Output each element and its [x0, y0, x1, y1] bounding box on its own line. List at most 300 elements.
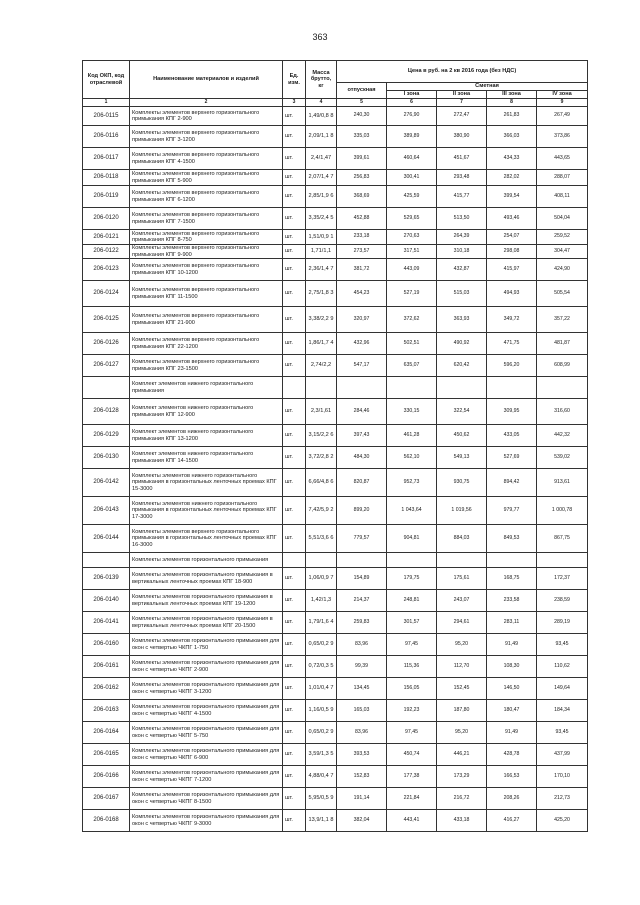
- cell-code: 206-0164: [83, 722, 130, 744]
- cell-name: Комплекты элементов горизонтального примыкания в вертикальных ленточных проемах КПГ 18-900: [130, 568, 283, 590]
- cell-price-release: 320,97: [337, 307, 387, 333]
- cell-unit: шт.: [283, 425, 306, 447]
- cell-price-zone-1: 443,41: [387, 810, 437, 832]
- cell-price-release: 259,83: [337, 612, 387, 634]
- cell-name: Комплекты элементов верхнего горизонтального примыкания КПГ 7-1500: [130, 208, 283, 230]
- cell-price-zone-4: 1 000,78: [537, 497, 588, 525]
- cell-mass: 1,49/0,8 8: [306, 107, 337, 126]
- cell-name: Комплекты элементов верхнего горизонтального примыкания КПГ 5-900: [130, 170, 283, 186]
- cell-price-zone-2: 264,39: [437, 230, 487, 245]
- cell-name: Комплекты элементов верхнего горизонтального примыкания КПГ 8-750: [130, 230, 283, 245]
- cell-empty: [537, 377, 588, 399]
- cell-price-zone-4: 357,22: [537, 307, 588, 333]
- cell-price-zone-4: 505,54: [537, 281, 588, 307]
- cell-mass: 6,66/4,8 6: [306, 469, 337, 497]
- header-mass: Масса брутто, кг: [306, 61, 337, 99]
- cell-code: 206-0127: [83, 355, 130, 377]
- cell-price-release: 335,03: [337, 126, 387, 148]
- cell-price-zone-1: 460,64: [387, 148, 437, 170]
- cell-price-zone-1: 248,81: [387, 590, 437, 612]
- table-row: [83, 355, 588, 377]
- cell-unit: шт.: [283, 700, 306, 722]
- table-row: [83, 634, 588, 656]
- table-row: [83, 788, 588, 810]
- cell-price-release: 284,46: [337, 399, 387, 425]
- cell-empty: [337, 377, 387, 399]
- cell-section-name: Комплект элементов нижнего горизонтального примыкания: [130, 377, 283, 399]
- cell-mass: 0,65/0,2 9: [306, 634, 337, 656]
- cell-price-zone-1: 179,75: [387, 568, 437, 590]
- cell-price-zone-1: 177,38: [387, 766, 437, 788]
- header-unit: Ед. изм.: [283, 61, 306, 99]
- column-number: 7: [437, 99, 487, 107]
- cell-price-zone-4: 608,99: [537, 355, 588, 377]
- cell-empty: [283, 553, 306, 568]
- cell-empty: [487, 553, 537, 568]
- column-number: 8: [487, 99, 537, 107]
- cell-price-zone-1: 389,89: [387, 126, 437, 148]
- cell-price-zone-2: 884,03: [437, 525, 487, 553]
- cell-price-release: 393,53: [337, 744, 387, 766]
- cell-unit: шт.: [283, 399, 306, 425]
- cell-mass: 2,36/1,4 7: [306, 259, 337, 281]
- cell-code: 206-0144: [83, 525, 130, 553]
- cell-mass: 3,35/2,4 5: [306, 208, 337, 230]
- cell-empty: [387, 377, 437, 399]
- cell-name: Комплекты элементов горизонтального примыкания для окон с четвертью ЧКПГ 4-1500: [130, 700, 283, 722]
- table-body: [83, 107, 588, 832]
- cell-price-zone-1: 221,84: [387, 788, 437, 810]
- cell-code: 206-0139: [83, 568, 130, 590]
- cell-empty: [537, 553, 588, 568]
- cell-code: 206-0123: [83, 259, 130, 281]
- cell-price-zone-3: 282,02: [487, 170, 537, 186]
- cell-unit: шт.: [283, 307, 306, 333]
- cell-price-zone-3: 415,97: [487, 259, 537, 281]
- cell-price-zone-2: 187,80: [437, 700, 487, 722]
- cell-price-zone-4: 913,61: [537, 469, 588, 497]
- cell-unit: шт.: [283, 126, 306, 148]
- cell-price-zone-4: 304,47: [537, 245, 588, 259]
- cell-code: 206-0143: [83, 497, 130, 525]
- cell-price-zone-4: 172,37: [537, 568, 588, 590]
- cell-price-zone-4: 212,73: [537, 788, 588, 810]
- cell-code: 206-0122: [83, 245, 130, 259]
- cell-unit: шт.: [283, 568, 306, 590]
- cell-name: Комплекты элементов верхнего горизонтального примыкания КПГ 2-900: [130, 107, 283, 126]
- cell-price-zone-2: 216,72: [437, 788, 487, 810]
- column-number: 9: [537, 99, 588, 107]
- cell-empty: [306, 377, 337, 399]
- cell-price-zone-2: 1 019,56: [437, 497, 487, 525]
- cell-price-release: 382,04: [337, 810, 387, 832]
- cell-price-zone-4: 288,07: [537, 170, 588, 186]
- cell-price-release: 152,83: [337, 766, 387, 788]
- cell-code: 206-0130: [83, 447, 130, 469]
- cell-price-zone-4: 442,32: [537, 425, 588, 447]
- cell-price-zone-4: 93,45: [537, 634, 588, 656]
- cell-price-zone-4: 425,20: [537, 810, 588, 832]
- header-zone-4: IV зона: [537, 91, 588, 99]
- cell-mass: 0,65/0,2 9: [306, 722, 337, 744]
- cell-price-release: 547,17: [337, 355, 387, 377]
- header-zone-2: II зона: [437, 91, 487, 99]
- cell-price-zone-4: 289,19: [537, 612, 588, 634]
- cell-price-zone-4: 110,62: [537, 656, 588, 678]
- cell-mass: 2,85/1,9 6: [306, 186, 337, 208]
- cell-mass: 5,95/0,5 9: [306, 788, 337, 810]
- cell-price-release: 397,43: [337, 425, 387, 447]
- cell-price-zone-4: 437,99: [537, 744, 588, 766]
- cell-price-zone-1: 461,28: [387, 425, 437, 447]
- table-header: [83, 61, 588, 107]
- header-price-title: Цена в руб. на 2 кв 2016 года (без НДС): [337, 61, 588, 83]
- cell-price-zone-2: 152,45: [437, 678, 487, 700]
- column-number-row: [83, 99, 588, 107]
- cell-price-release: 134,45: [337, 678, 387, 700]
- cell-price-release: 368,69: [337, 186, 387, 208]
- cell-price-zone-3: 428,78: [487, 744, 537, 766]
- cell-code: 206-0128: [83, 399, 130, 425]
- table-row: [83, 678, 588, 700]
- cell-price-zone-3: 894,42: [487, 469, 537, 497]
- cell-price-zone-3: 180,47: [487, 700, 537, 722]
- cell-price-release: 452,88: [337, 208, 387, 230]
- table-row: [83, 208, 588, 230]
- cell-price-zone-2: 363,93: [437, 307, 487, 333]
- cell-price-zone-1: 450,74: [387, 744, 437, 766]
- cell-price-release: 240,30: [337, 107, 387, 126]
- cell-price-zone-3: 298,08: [487, 245, 537, 259]
- cell-price-zone-4: 408,11: [537, 186, 588, 208]
- table-row: [83, 148, 588, 170]
- cell-unit: шт.: [283, 259, 306, 281]
- cell-price-zone-3: 91,49: [487, 634, 537, 656]
- cell-price-zone-4: 316,60: [537, 399, 588, 425]
- cell-price-zone-4: 170,10: [537, 766, 588, 788]
- cell-name: Комплекты элементов горизонтального примыкания для окон с четвертью ЧКПГ 3-1200: [130, 678, 283, 700]
- cell-code: 206-0163: [83, 700, 130, 722]
- header-estimate: Сметная: [387, 83, 588, 91]
- table-row: [83, 447, 588, 469]
- cell-code: 206-0160: [83, 634, 130, 656]
- cell-empty: [487, 377, 537, 399]
- header-zone-3: III зона: [487, 91, 537, 99]
- cell-unit: шт.: [283, 497, 306, 525]
- cell-price-release: 154,89: [337, 568, 387, 590]
- cell-code: 206-0166: [83, 766, 130, 788]
- cell-name: Комплекты элементов горизонтального примыкания для окон с четвертью ЧКПГ 6-900: [130, 744, 283, 766]
- cell-unit: шт.: [283, 590, 306, 612]
- cell-price-zone-1: 635,07: [387, 355, 437, 377]
- cell-price-release: 820,87: [337, 469, 387, 497]
- cell-price-zone-2: 310,18: [437, 245, 487, 259]
- cell-price-zone-1: 562,10: [387, 447, 437, 469]
- cell-price-zone-3: 493,46: [487, 208, 537, 230]
- cell-price-release: 899,20: [337, 497, 387, 525]
- cell-price-zone-2: 175,61: [437, 568, 487, 590]
- cell-price-zone-2: 620,42: [437, 355, 487, 377]
- cell-unit: шт.: [283, 656, 306, 678]
- cell-unit: шт.: [283, 634, 306, 656]
- table-row: [83, 656, 588, 678]
- table-row: [83, 568, 588, 590]
- cell-price-zone-3: 91,49: [487, 722, 537, 744]
- cell-price-zone-2: 415,77: [437, 186, 487, 208]
- cell-price-zone-3: 399,54: [487, 186, 537, 208]
- cell-name: Комплекты элементов верхнего горизонтального примыкания в горизонтальных ленточных проемах КПГ 16-3000: [130, 525, 283, 553]
- cell-price-zone-3: 233,58: [487, 590, 537, 612]
- cell-unit: шт.: [283, 170, 306, 186]
- cell-price-zone-1: 300,41: [387, 170, 437, 186]
- cell-mass: 7,42/5,9 2: [306, 497, 337, 525]
- cell-code: 206-0115: [83, 107, 130, 126]
- cell-name: Комплекты элементов верхнего горизонтального примыкания КПГ 4-1500: [130, 148, 283, 170]
- cell-price-zone-3: 208,26: [487, 788, 537, 810]
- cell-price-zone-4: 267,49: [537, 107, 588, 126]
- cell-price-zone-2: 95,20: [437, 634, 487, 656]
- cell-price-zone-4: 184,34: [537, 700, 588, 722]
- cell-code: 206-0161: [83, 656, 130, 678]
- header-code: Код ОКП, код отраслевой: [83, 61, 130, 99]
- cell-price-zone-2: 513,50: [437, 208, 487, 230]
- cell-code: 206-0119: [83, 186, 130, 208]
- cell-price-zone-2: 490,92: [437, 333, 487, 355]
- table-row: [83, 245, 588, 259]
- cell-price-zone-1: 270,63: [387, 230, 437, 245]
- cell-unit: шт.: [283, 245, 306, 259]
- cell-unit: шт.: [283, 469, 306, 497]
- cell-price-zone-1: 115,36: [387, 656, 437, 678]
- cell-price-zone-3: 494,93: [487, 281, 537, 307]
- cell-name: Комплекты элементов горизонтального примыкания для окон с четвертью ЧКПГ 1-750: [130, 634, 283, 656]
- cell-name: Комплект элементов нижнего горизонтального примыкания КПГ 12-900: [130, 399, 283, 425]
- cell-name: Комплекты элементов верхнего горизонтального примыкания КПГ 3-1200: [130, 126, 283, 148]
- cell-name: Комплекты элементов верхнего горизонтального примыкания КПГ 22-1200: [130, 333, 283, 355]
- cell-price-release: 779,57: [337, 525, 387, 553]
- table-row: [83, 525, 588, 553]
- cell-price-zone-4: 93,45: [537, 722, 588, 744]
- cell-price-zone-1: 372,62: [387, 307, 437, 333]
- cell-name: Комплекты элементов нижнего горизонтального примыкания в горизонтальных ленточных проемах КПГ 15-3000: [130, 469, 283, 497]
- cell-name: Комплекты элементов горизонтального примыкания в вертикальных ленточных проемах КПГ 20-1500: [130, 612, 283, 634]
- table-row: [83, 126, 588, 148]
- cell-price-zone-2: 446,21: [437, 744, 487, 766]
- cell-unit: шт.: [283, 810, 306, 832]
- cell-price-zone-4: 481,87: [537, 333, 588, 355]
- cell-price-zone-3: 254,07: [487, 230, 537, 245]
- cell-code: 206-0168: [83, 810, 130, 832]
- cell-price-zone-2: 293,48: [437, 170, 487, 186]
- cell-code: 206-0116: [83, 126, 130, 148]
- cell-price-zone-3: 434,33: [487, 148, 537, 170]
- cell-unit: шт.: [283, 148, 306, 170]
- column-number: 4: [306, 99, 337, 107]
- cell-unit: шт.: [283, 744, 306, 766]
- cell-name: Комплект элементов нижнего горизонтального примыкания КПГ 13-1200: [130, 425, 283, 447]
- cell-price-zone-3: 979,77: [487, 497, 537, 525]
- page-number: 363: [312, 32, 328, 42]
- section-row: [83, 553, 588, 568]
- cell-price-zone-3: 849,53: [487, 525, 537, 553]
- cell-price-zone-1: 529,65: [387, 208, 437, 230]
- cell-price-zone-4: 443,65: [537, 148, 588, 170]
- cell-price-release: 256,83: [337, 170, 387, 186]
- cell-price-release: 165,03: [337, 700, 387, 722]
- table-row: [83, 230, 588, 245]
- table-row: [83, 469, 588, 497]
- cell-price-zone-1: 527,19: [387, 281, 437, 307]
- cell-code: [83, 553, 130, 568]
- cell-code: 206-0140: [83, 590, 130, 612]
- cell-price-zone-4: 424,90: [537, 259, 588, 281]
- cell-price-zone-2: 432,87: [437, 259, 487, 281]
- cell-unit: шт.: [283, 678, 306, 700]
- cell-price-zone-3: 108,30: [487, 656, 537, 678]
- cell-unit: шт.: [283, 333, 306, 355]
- cell-price-release: 191,14: [337, 788, 387, 810]
- cell-name: Комплект элементов нижнего горизонтального примыкания КПГ 14-1500: [130, 447, 283, 469]
- cell-unit: шт.: [283, 788, 306, 810]
- cell-price-release: 83,96: [337, 722, 387, 744]
- table-row: [83, 744, 588, 766]
- cell-unit: шт.: [283, 447, 306, 469]
- cell-unit: шт.: [283, 230, 306, 245]
- cell-unit: шт.: [283, 766, 306, 788]
- cell-price-zone-1: 952,73: [387, 469, 437, 497]
- cell-name: Комплекты элементов горизонтального примыкания для окон с четвертью ЧКПГ 7-1200: [130, 766, 283, 788]
- cell-price-zone-2: 272,47: [437, 107, 487, 126]
- cell-price-release: 99,39: [337, 656, 387, 678]
- cell-price-zone-3: 261,83: [487, 107, 537, 126]
- cell-empty: [337, 553, 387, 568]
- cell-mass: 2,07/1,4 7: [306, 170, 337, 186]
- cell-unit: шт.: [283, 208, 306, 230]
- cell-price-zone-3: 416,27: [487, 810, 537, 832]
- table-row: [83, 259, 588, 281]
- cell-price-release: 233,18: [337, 230, 387, 245]
- cell-price-release: 454,23: [337, 281, 387, 307]
- cell-price-zone-2: 95,20: [437, 722, 487, 744]
- cell-mass: 1,06/0,9 7: [306, 568, 337, 590]
- cell-price-zone-1: 1 043,64: [387, 497, 437, 525]
- cell-mass: 3,38/2,2 9: [306, 307, 337, 333]
- cell-name: Комплекты элементов нижнего горизонтального примыкания в горизонтальных ленточных проемах КПГ 17-3000: [130, 497, 283, 525]
- cell-code: 206-0125: [83, 307, 130, 333]
- cell-price-zone-1: 502,51: [387, 333, 437, 355]
- table-row: [83, 722, 588, 744]
- table-row: [83, 107, 588, 126]
- cell-price-zone-4: 539,02: [537, 447, 588, 469]
- table-row: [83, 333, 588, 355]
- cell-unit: шт.: [283, 722, 306, 744]
- cell-mass: 13,9/1,1 8: [306, 810, 337, 832]
- cell-price-zone-4: 238,59: [537, 590, 588, 612]
- cell-price-zone-1: 317,51: [387, 245, 437, 259]
- cell-price-release: 83,96: [337, 634, 387, 656]
- cell-empty: [437, 377, 487, 399]
- table-row: [83, 170, 588, 186]
- cell-price-zone-1: 192,23: [387, 700, 437, 722]
- cell-mass: 2,75/1,8 3: [306, 281, 337, 307]
- cell-name: Комплекты элементов горизонтального примыкания для окон с четвертью ЧКПГ 5-750: [130, 722, 283, 744]
- table-row: [83, 766, 588, 788]
- cell-price-release: 214,37: [337, 590, 387, 612]
- cell-mass: 2,4/1,47: [306, 148, 337, 170]
- cell-unit: шт.: [283, 612, 306, 634]
- cell-mass: 1,01/0,4 7: [306, 678, 337, 700]
- cell-price-zone-2: 433,18: [437, 810, 487, 832]
- cell-price-zone-4: 149,64: [537, 678, 588, 700]
- cell-name: Комплекты элементов верхнего горизонтального примыкания КПГ 23-1500: [130, 355, 283, 377]
- cell-mass: 3,59/1,3 5: [306, 744, 337, 766]
- price-table: [82, 60, 588, 832]
- cell-price-zone-3: 166,53: [487, 766, 537, 788]
- cell-price-zone-1: 904,81: [387, 525, 437, 553]
- cell-price-zone-1: 330,15: [387, 399, 437, 425]
- cell-price-zone-3: 146,50: [487, 678, 537, 700]
- column-number: 3: [283, 99, 306, 107]
- cell-name: Комплекты элементов горизонтального примыкания в вертикальных ленточных проемах КПГ 19-1200: [130, 590, 283, 612]
- cell-code: [83, 377, 130, 399]
- cell-mass: 3,72/2,8 2: [306, 447, 337, 469]
- column-number: 2: [130, 99, 283, 107]
- cell-price-zone-4: 504,04: [537, 208, 588, 230]
- header-zone-1: I зона: [387, 91, 437, 99]
- cell-price-release: 432,96: [337, 333, 387, 355]
- cell-price-zone-4: 373,86: [537, 126, 588, 148]
- cell-mass: 3,15/2,2 6: [306, 425, 337, 447]
- cell-price-zone-2: 515,03: [437, 281, 487, 307]
- cell-code: 206-0118: [83, 170, 130, 186]
- cell-mass: 1,79/1,6 4: [306, 612, 337, 634]
- cell-price-zone-2: 243,07: [437, 590, 487, 612]
- cell-price-zone-2: 451,67: [437, 148, 487, 170]
- cell-code: 206-0142: [83, 469, 130, 497]
- cell-price-zone-2: 549,13: [437, 447, 487, 469]
- cell-name: Комплекты элементов верхнего горизонтального примыкания КПГ 11-1500: [130, 281, 283, 307]
- column-number: 5: [337, 99, 387, 107]
- cell-unit: шт.: [283, 355, 306, 377]
- table-row: [83, 399, 588, 425]
- cell-price-zone-3: 309,95: [487, 399, 537, 425]
- cell-unit: шт.: [283, 186, 306, 208]
- cell-mass: 2,74/2,2: [306, 355, 337, 377]
- cell-mass: 1,42/1,3: [306, 590, 337, 612]
- cell-price-zone-3: 366,03: [487, 126, 537, 148]
- cell-price-zone-2: 112,70: [437, 656, 487, 678]
- cell-name: Комплекты элементов верхнего горизонтального примыкания КПГ 21-900: [130, 307, 283, 333]
- table-row: [83, 700, 588, 722]
- cell-price-zone-1: 276,90: [387, 107, 437, 126]
- cell-name: Комплекты элементов верхнего горизонтального примыкания КПГ 10-1200: [130, 259, 283, 281]
- cell-price-zone-1: 425,59: [387, 186, 437, 208]
- cell-mass: 2,3/1,61: [306, 399, 337, 425]
- cell-empty: [306, 553, 337, 568]
- cell-section-name: Комплекты элементов горизонтального примыкания: [130, 553, 283, 568]
- cell-price-zone-3: 596,20: [487, 355, 537, 377]
- cell-price-release: 273,57: [337, 245, 387, 259]
- cell-price-zone-1: 156,05: [387, 678, 437, 700]
- column-number: 1: [83, 99, 130, 107]
- section-row: [83, 377, 588, 399]
- cell-price-zone-3: 433,05: [487, 425, 537, 447]
- table-row: [83, 497, 588, 525]
- cell-price-zone-1: 301,57: [387, 612, 437, 634]
- cell-code: 206-0121: [83, 230, 130, 245]
- table-row: [83, 186, 588, 208]
- cell-code: 206-0129: [83, 425, 130, 447]
